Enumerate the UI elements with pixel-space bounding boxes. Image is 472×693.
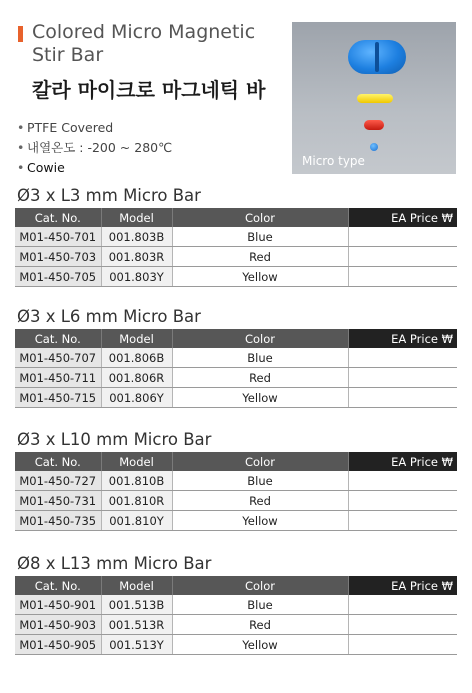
table-row: [15, 247, 457, 267]
cell-model: 001.806Y: [101, 388, 172, 408]
cell-price: [348, 368, 457, 388]
header-color: Color: [172, 208, 348, 227]
header-price: EA Price ₩: [348, 452, 457, 471]
table-row: [15, 267, 457, 287]
product-section: [15, 186, 457, 287]
product-table: [15, 329, 457, 408]
cell-cat-no: M01-450-705: [15, 267, 101, 287]
cell-model: 001.513B: [101, 595, 172, 615]
section-title: Ø8 x L13 mm Micro Bar: [17, 554, 212, 573]
cell-price: [348, 247, 457, 267]
cell-cat-no: M01-450-703: [15, 247, 101, 267]
section-title: Ø3 x L3 mm Micro Bar: [17, 186, 201, 205]
stir-bar-blue-small-image: [370, 143, 378, 151]
table-header-row: [15, 329, 457, 348]
header-price: EA Price ₩: [348, 329, 457, 348]
cell-color: Yellow: [172, 267, 348, 287]
header-color: Color: [172, 576, 348, 595]
product-title-en: Colored Micro Magnetic Stir Bar: [32, 21, 256, 66]
table-row: [15, 348, 457, 368]
cell-model: 001.806R: [101, 368, 172, 388]
stir-bar-yellow-image: [357, 94, 393, 103]
cell-price: [348, 388, 457, 408]
product-table: [15, 208, 457, 287]
photo-caption: Micro type: [302, 154, 365, 168]
cell-color: Red: [172, 491, 348, 511]
cell-model: 001.806B: [101, 348, 172, 368]
table-header-row: [15, 452, 457, 471]
cell-color: Yellow: [172, 388, 348, 408]
header-cat-no: Cat. No.: [15, 208, 101, 227]
section-title: Ø3 x L10 mm Micro Bar: [17, 430, 212, 449]
cell-price: [348, 471, 457, 491]
cell-color: Red: [172, 368, 348, 388]
section-title: Ø3 x L6 mm Micro Bar: [17, 307, 201, 326]
cell-color: Blue: [172, 348, 348, 368]
spec-item-material: • PTFE Covered: [17, 118, 172, 138]
cell-model: 001.810Y: [101, 511, 172, 531]
cell-color: Blue: [172, 227, 348, 247]
header-price: EA Price ₩: [348, 208, 457, 227]
cell-cat-no: M01-450-903: [15, 615, 101, 635]
spec-list: [17, 118, 172, 178]
cell-model: 001.803B: [101, 227, 172, 247]
cell-model: 001.513R: [101, 615, 172, 635]
cell-price: [348, 595, 457, 615]
spec-item-temperature: • 내열온도 : -200 ~ 280℃: [17, 138, 172, 158]
product-section: [15, 430, 457, 531]
cell-model: 001.810B: [101, 471, 172, 491]
cell-cat-no: M01-450-901: [15, 595, 101, 615]
cell-color: Red: [172, 247, 348, 267]
table-row: [15, 227, 457, 247]
cell-color: Blue: [172, 595, 348, 615]
header-color: Color: [172, 452, 348, 471]
header-cat-no: Cat. No.: [15, 329, 101, 348]
table-row: [15, 388, 457, 408]
cell-model: 001.803R: [101, 247, 172, 267]
cell-model: 001.803Y: [101, 267, 172, 287]
table-row: [15, 595, 457, 615]
title-accent-bar: [18, 26, 23, 42]
cell-cat-no: M01-450-727: [15, 471, 101, 491]
header-model: Model: [101, 452, 172, 471]
product-title-ko: 칼라 마이크로 마그네틱 바: [32, 78, 266, 102]
table-row: [15, 471, 457, 491]
bullet-icon: •: [17, 160, 25, 175]
header-cat-no: Cat. No.: [15, 452, 101, 471]
table-row: [15, 368, 457, 388]
cell-color: Blue: [172, 471, 348, 491]
product-table: [15, 576, 457, 655]
product-photo: [292, 22, 456, 174]
header-cat-no: Cat. No.: [15, 576, 101, 595]
cell-color: Red: [172, 615, 348, 635]
cell-model: 001.810R: [101, 491, 172, 511]
table-row: [15, 491, 457, 511]
cell-cat-no: M01-450-707: [15, 348, 101, 368]
cell-price: [348, 635, 457, 655]
product-table: [15, 452, 457, 531]
table-header-row: [15, 208, 457, 227]
header-color: Color: [172, 329, 348, 348]
table-header-row: [15, 576, 457, 595]
bullet-icon: •: [17, 120, 25, 135]
cell-cat-no: M01-450-711: [15, 368, 101, 388]
cell-cat-no: M01-450-715: [15, 388, 101, 408]
spec-item-brand: • Cowie: [17, 158, 172, 178]
product-section: [15, 307, 457, 408]
cell-model: 001.513Y: [101, 635, 172, 655]
product-section: [15, 554, 457, 655]
table-row: [15, 615, 457, 635]
cell-cat-no: M01-450-731: [15, 491, 101, 511]
cell-price: [348, 227, 457, 247]
cell-price: [348, 615, 457, 635]
header-price: EA Price ₩: [348, 576, 457, 595]
cell-price: [348, 491, 457, 511]
cell-price: [348, 348, 457, 368]
cell-cat-no: M01-450-701: [15, 227, 101, 247]
header-model: Model: [101, 576, 172, 595]
cell-cat-no: M01-450-735: [15, 511, 101, 531]
stir-bar-red-image: [364, 120, 384, 130]
cell-color: Yellow: [172, 511, 348, 531]
table-row: [15, 635, 457, 655]
cell-cat-no: M01-450-905: [15, 635, 101, 655]
header-model: Model: [101, 329, 172, 348]
cell-price: [348, 267, 457, 287]
cell-price: [348, 511, 457, 531]
bullet-icon: •: [17, 140, 25, 155]
table-row: [15, 511, 457, 531]
cell-color: Yellow: [172, 635, 348, 655]
stir-bar-blue-large-image: [348, 40, 406, 74]
header-model: Model: [101, 208, 172, 227]
